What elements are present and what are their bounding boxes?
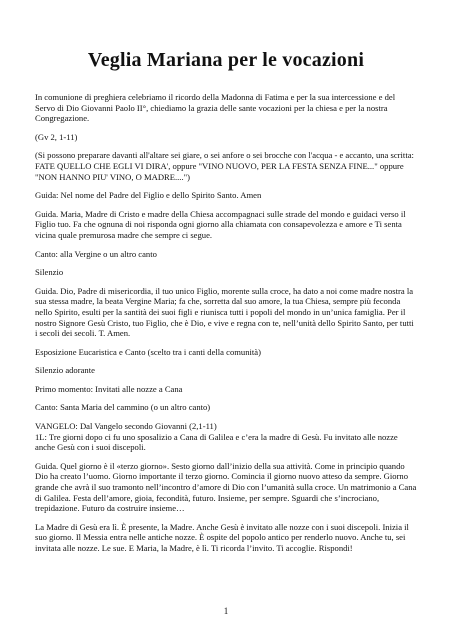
- guide-reflection-third-day: Guida. Quel giorno è il «terzo giorno». Sesto giorno dall’inizio della sua attività. Come in principio quando Dio ha creato l’uomo. Giorno importante il terzo giorno. Comincia il giorno nuovo atteso da sempre. Giorno grande che avrà il suo tramonto nell’incontro d’amore di Dio con l’umanità sulla croce. Un matrimonio a Cana di Galilea. Festa dell’amore, gioia, fecondità, futuro. Insieme, per sempre. Sguardi che s’incrociano, trepidazione. Futuro da costruire insieme…: [35, 460, 417, 514]
- document-title: Veglia Mariana per le vocazioni: [87, 49, 365, 71]
- scripture-reference: (Gv 2, 1-11): [35, 131, 78, 142]
- gospel-heading: VANGELO: Dal Vangelo secondo Giovanni (2,1-11): [35, 421, 217, 432]
- silence-instruction: Silenzio: [35, 267, 64, 278]
- document-body: [35, 92, 417, 554]
- guide-prayer-father: Guida. Dio, Padre di misericordia, il tuo unico Figlio, morente sulla croce, ha dato a noi come madre nostra la sua stessa madre, la beata Vergine Maria; fa che, sorretta dal suo amore, la tua Chiesa, sempre più feconda nello Spirito, esulti per la santità dei suoi figli e riunisca tutti i popoli del mondo in un’unica famiglia. Per il nostro Signore Gesù Cristo, tuo Figlio, che è Dio, e vive e regna con te, nell’unità dello Spirito Santo, per tutti i secoli dei secoli. T. Amen.: [35, 285, 414, 339]
- guide-prayer-mary: Guida. Maria, Madre di Cristo e madre della Chiesa accompagnaci sulle strade del mondo e guidaci verso il Figlio tuo. Fa che ognuna di noi risponda ogni giorno alla chiamata con consapevolezza e amore e Ti senta vicina quale premurosa madre che sempre ci segue.: [35, 208, 406, 240]
- guide-reflection-mother: La Madre di Gesù era lì. È presente, la Madre. Anche Gesù è invitato alle nozze con i suoi discepoli. Inizia il suo giorno. Il Messia entra nelle antiche nozze. È ospite del popolo antico per renderlo nuovo. Anche tu, sei invitata alle nozze. Le sue. E Maria, la Madre, è lì. Ti ricorda l’invito. Ti accoglie. Rispondi!: [35, 521, 409, 553]
- eucharistic-exposition: Esposizione Eucaristica e Canto (scelto tra i canti della comunità): [35, 346, 261, 357]
- intro-paragraph: In comunione di preghiera celebriamo il ricordo della Madonna di Fatima e per la sua intercessione e del Servo di Dio Giovanni Paolo II°, chiediamo la grazia delle sante vocazioni per la chiesa e per la nostra Congregazione.: [35, 92, 396, 124]
- song-instruction: Canto: alla Vergine o un altro canto: [35, 248, 157, 259]
- song-santa-maria: Canto: Santa Maria del cammino (o un altro canto): [35, 402, 211, 413]
- opening-invocation: Guida: Nel nome del Padre del Figlio e dello Spirito Santo. Amen: [35, 190, 262, 201]
- page-number: 1: [223, 606, 229, 616]
- preparation-note: (Si possono preparare davanti all'altare sei giare, o sei anfore o sei brocche con l'acqua - e accanto, una scritta: FATE QUELLO CHE EGLI VI DIRA', oppure "VINO NUOVO, PER LA FESTA SENZA FINE..." oppure "NON HANNO PIU' VINO, O MADRE...."): [35, 150, 414, 182]
- adoration-silence: Silenzio adorante: [35, 365, 95, 376]
- first-moment-heading: Primo momento: Invitati alle nozze a Cana: [35, 383, 183, 394]
- gospel-reading: 1L: Tre giorni dopo ci fu uno sposalizio a Cana di Galilea e c’era la madre di Gesù. Fu invitato alle nozze anche Gesù con i suoi discepoli.: [35, 431, 398, 453]
